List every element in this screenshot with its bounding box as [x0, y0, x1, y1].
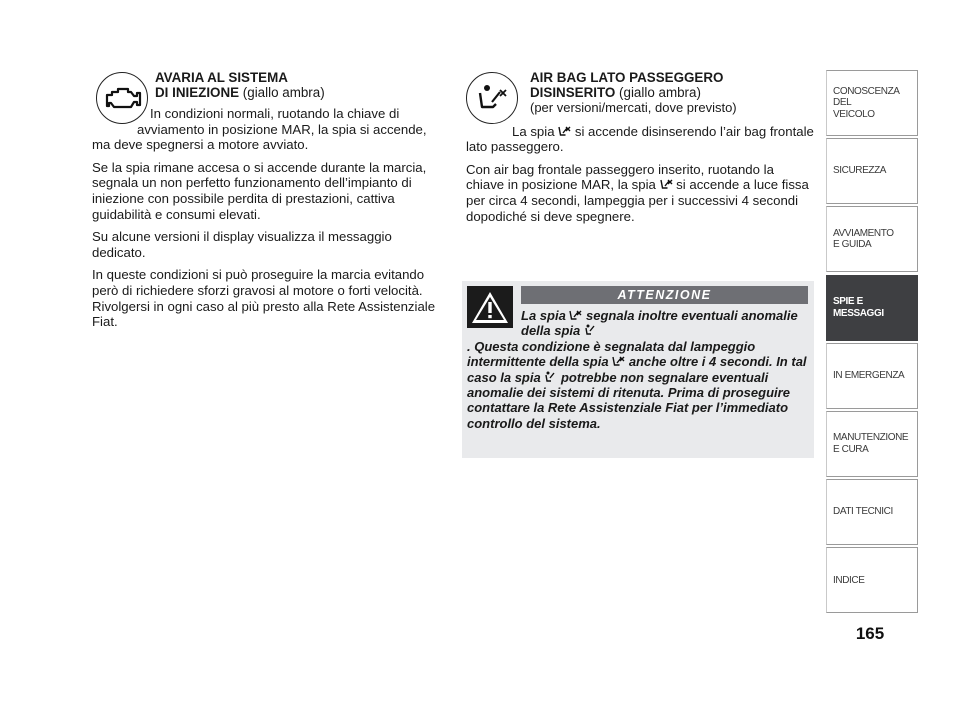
paragraph: La spia si accende disinserendo l’air bag frontale lato passeggero. [466, 123, 814, 155]
airbag-off-glyph-icon [660, 178, 673, 190]
chapter-tabs [826, 70, 918, 616]
tab-conoscenza-del-veicolo[interactable]: CONOSCENZA DEL VEICOLO [826, 70, 918, 136]
page-number: 165 [855, 624, 885, 643]
tab-avviamento-e-guida[interactable]: AVVIAMENTO E GUIDA [826, 206, 918, 272]
tab-dati-tecnici[interactable]: DATI TECNICI [826, 479, 918, 545]
paragraph: Con air bag frontale passeggero inserito, ruotando la chiave in posizione MAR, la spia si accende a luce fissa per circa 4 secondi, lampeggia per i successivi 4 secondi dopodiché si deve spegnere. [466, 161, 809, 224]
paragraph: In condizioni normali, ruotando la chiave di avviamento in posizione MAR, la spia si accende, ma deve spegnersi a motore avviato. [92, 106, 427, 153]
section-title-injection: AVARIA AL SISTEMA DI INIEZIONE (giallo ambra) [155, 70, 325, 100]
tab-spie-e-messaggi[interactable]: SPIE E MESSAGGI [826, 275, 918, 341]
right-column [466, 70, 814, 231]
airbag-off-glyph-icon [612, 355, 625, 367]
airbag-failure-glyph-icon [584, 324, 597, 336]
section-title-airbag: AIR BAG LATO PASSEGGERO DISINSERITO (giallo ambra) [530, 70, 724, 100]
airbag-off-glyph-icon [558, 125, 571, 137]
tab-in-emergenza[interactable]: IN EMERGENZA [826, 343, 918, 409]
warning-title: ATTENZIONE [521, 286, 808, 304]
tab-manutenzione-e-cura[interactable]: MANUTENZIONE E CURA [826, 411, 918, 477]
paragraph: Su alcune versioni il display visualizza il messaggio dedicato. [92, 229, 392, 260]
section-subtitle: (per versioni/mercati, dove previsto) [530, 100, 737, 115]
airbag-failure-glyph-icon [544, 371, 557, 383]
left-column [92, 70, 437, 337]
tab-indice[interactable]: INDICE [826, 547, 918, 613]
paragraph: In queste condizioni si può proseguire la marcia evitando però di richiedere sforzi gravosi al motore o forti velocità. Rivolgersi in ogni caso al più presto alla Rete Assistenziale Fiat. [92, 267, 436, 330]
tab-sicurezza[interactable]: SICUREZZA [826, 138, 918, 204]
paragraph: Se la spia rimane accesa o si accende durante la marcia, segnala un non perfetto funzionamento dell’impianto di iniezione con possibile perdita di prestazioni, cattiva guidabilità e consumi elevati. [92, 159, 427, 222]
airbag-off-glyph-icon [569, 309, 582, 321]
warning-text: La spia segnala inoltre eventuali anomalie della spia . Questa condizione è segnalata dal lampeggio intermittente della spia anche oltre i 4 secondi. In tal caso la spia potrebbe non segnalare eventuali anomalie dei sistemi di ritenuta. Prima di proseguire contattare la Rete Assistenziale Fiat per l’immediato controllo del sistema. [467, 308, 807, 431]
